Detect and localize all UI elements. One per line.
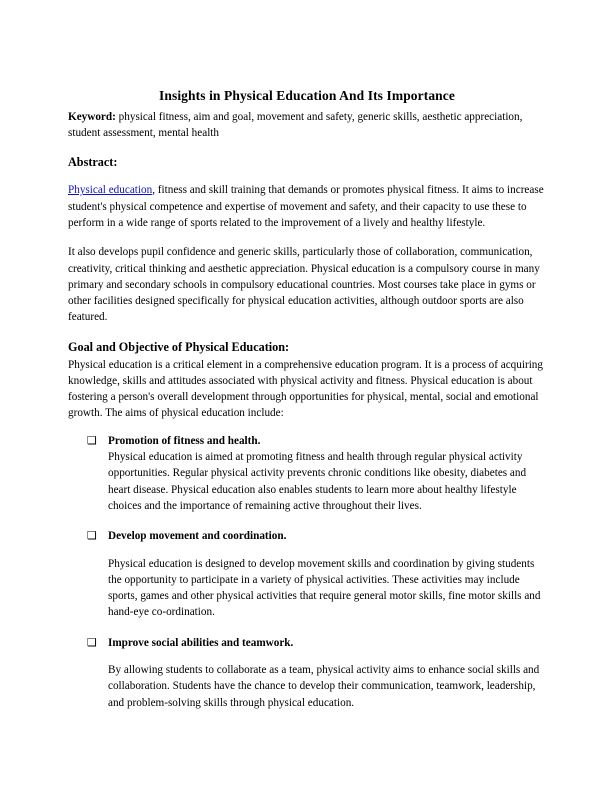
list-item-body: By allowing students to collaborate as a team, physical activity aims to enhance social skills and collaboration. Students have the chance to develop their communication, teamwork, leadership, and problem-solving skills through physical education. <box>108 664 540 709</box>
aims-list <box>68 433 546 711</box>
abstract-paragraph-2: It also develops pupil confidence and generic skills, particularly those of collaboration, communication, creativity, critical thinking and aesthetic appreciation. Physical education is a compulsory course in many primary and secondary schools in compulsory educational countries. Most courses take place in gyms or other facilities designed specifically for physical education activities, although outdoor sports are also featured. <box>68 246 540 324</box>
list-item-body: Physical education is aimed at promoting fitness and health through regular physical activity opportunities. Regular physical activity prevents chronic conditions like obesity, diabetes and heart disease. Physical education also enables students to learn more about healthy lifestyle choices and the importance of remaining active throughout their lives. <box>108 451 527 512</box>
abstract-paragraph-1-rest: , fitness and skill training that demands or promotes physical fitness. It aims to increase student's physical competence and expertise of movement and safety, and their capacity to use these to perform in a wide range of sports related to the improvement of a lively and healthy lifestyle. <box>68 184 544 229</box>
page-title: Insights in Physical Education And Its Importance <box>159 88 455 103</box>
list-item <box>68 433 546 514</box>
goal-section-heading: Goal and Objective of Physical Education: <box>68 339 290 354</box>
square-bullet-icon: ❑ <box>87 635 97 649</box>
list-item-title: Promotion of fitness and health. <box>108 434 261 447</box>
abstract-paragraph-1 <box>68 182 546 231</box>
list-item-title: Improve social abilities and teamwork. <box>108 636 294 649</box>
goal-section <box>68 340 546 711</box>
square-bullet-icon: ❑ <box>87 529 97 543</box>
goal-section-intro: Physical education is a critical element in a comprehensive education program. It is a process of acquiring knowledge, skills and attitudes associated with physical activity and fitness. Physical education is about fostering a person's overall development through opportunities for physical, mental, social and emotional growth. The aims of physical education include: <box>68 358 543 420</box>
list-item <box>68 528 546 620</box>
keyword-line <box>68 109 546 142</box>
list-item-title: Develop movement and coordination. <box>108 530 287 543</box>
physical-education-link[interactable]: Physical education <box>68 184 153 197</box>
document-content <box>68 88 546 725</box>
list-item <box>68 635 546 711</box>
list-item-body: Physical education is designed to develop movement skills and coordination by giving students the opportunity to participate in a variety of physical activities. These activities may include sports, games and other physical activities that require general motor skills, fine motor skills and hand-eye co-ordination. <box>108 557 541 619</box>
keyword-value: physical fitness, aim and goal, movement and safety, generic skills, aesthetic appreciation, student assessment, mental health <box>68 110 523 140</box>
keyword-label: Keyword: <box>68 110 116 123</box>
square-bullet-icon: ❑ <box>87 433 97 447</box>
abstract-heading: Abstract: <box>68 155 118 170</box>
